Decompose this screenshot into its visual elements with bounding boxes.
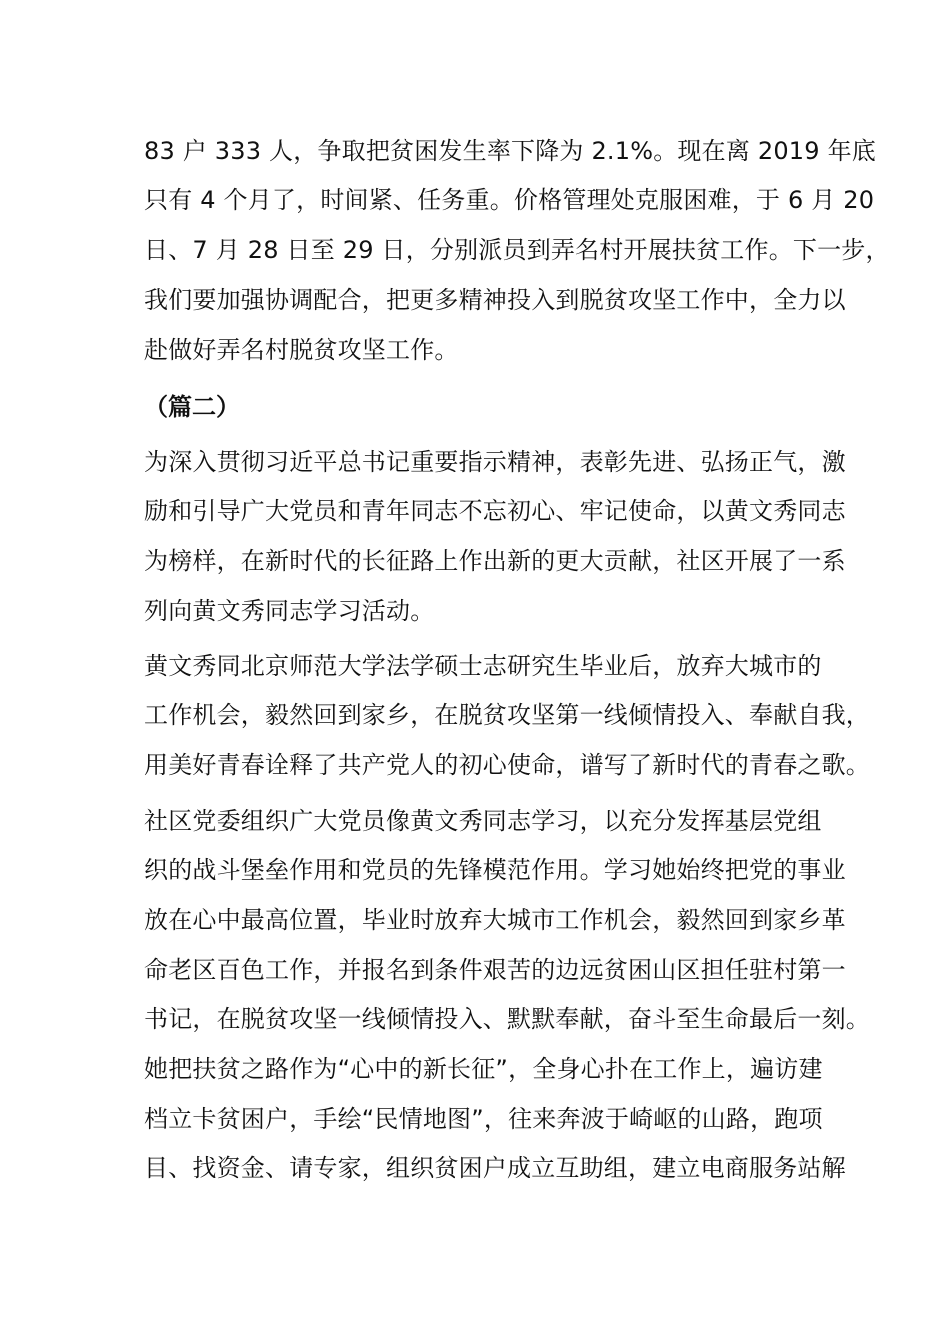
paragraph-3-line-1: 黄文秀同北京师范大学法学硕士志研究生毕业后，放弃大城市的	[144, 652, 822, 680]
paragraph-2-line-2: 励和引导广大党员和青年同志不忘初心、牢记使命，以黄文秀同志	[144, 497, 846, 525]
paragraph-1-line-1: 83 户 333 人，争取把贫困发生率下降为 2.1%。现在离 2019 年底	[144, 137, 876, 165]
paragraph-1-line-3: 日、7 月 28 日至 29 日，分别派员到弄名村开展扶贫工作。下一步，	[144, 236, 890, 264]
paragraph-4-line-7: 档立卡贫困户，手绘“民情地图”，往来奔波于崎岖的山路，跑项	[144, 1105, 823, 1133]
section-heading: （篇二）	[144, 393, 240, 421]
paragraph-4-line-6: 她把扶贫之路作为“心中的新长征”，全身心扑在工作上，遍访建	[144, 1055, 823, 1083]
paragraph-2-line-3: 为榜样，在新时代的长征路上作出新的更大贡献，社区开展了一系	[144, 547, 846, 575]
paragraph-3-line-2: 工作机会，毅然回到家乡，在脱贫攻坚第一线倾情投入、奉献自我，	[144, 701, 870, 729]
paragraph-4-line-4: 命老区百色工作，并报名到条件艰苦的边远贫困山区担任驻村第一	[144, 956, 846, 984]
paragraph-4-line-5: 书记，在脱贫攻坚一线倾情投入、默默奉献，奋斗至生命最后一刻。	[144, 1005, 870, 1033]
paragraph-2-line-4: 列向黄文秀同志学习活动。	[144, 597, 435, 625]
paragraph-1-line-2: 只有 4 个月了，时间紧、任务重。价格管理处克服困难，于 6 月 20	[144, 186, 875, 214]
paragraph-1-line-4: 我们要加强协调配合，把更多精神投入到脱贫攻坚工作中，全力以	[144, 286, 846, 314]
paragraph-4-line-1: 社区党委组织广大党员像黄文秀同志学习，以充分发挥基层党组	[144, 807, 822, 835]
paragraph-4-line-3: 放在心中最高位置，毕业时放弃大城市工作机会，毅然回到家乡革	[144, 906, 846, 934]
paragraph-4-line-2: 织的战斗堡垒作用和党员的先锋模范作用。学习她始终把党的事业	[144, 856, 846, 884]
paragraph-1-line-5: 赴做好弄名村脱贫攻坚工作。	[144, 336, 459, 364]
paragraph-4-line-8: 目、找资金、请专家，组织贫困户成立互助组，建立电商服务站解	[144, 1154, 846, 1182]
paragraph-3-line-3: 用美好青春诠释了共产党人的初心使命，谱写了新时代的青春之歌。	[144, 751, 870, 779]
paragraph-2-line-1: 为深入贯彻习近平总书记重要指示精神，表彰先进、弘扬正气，激	[144, 448, 846, 476]
